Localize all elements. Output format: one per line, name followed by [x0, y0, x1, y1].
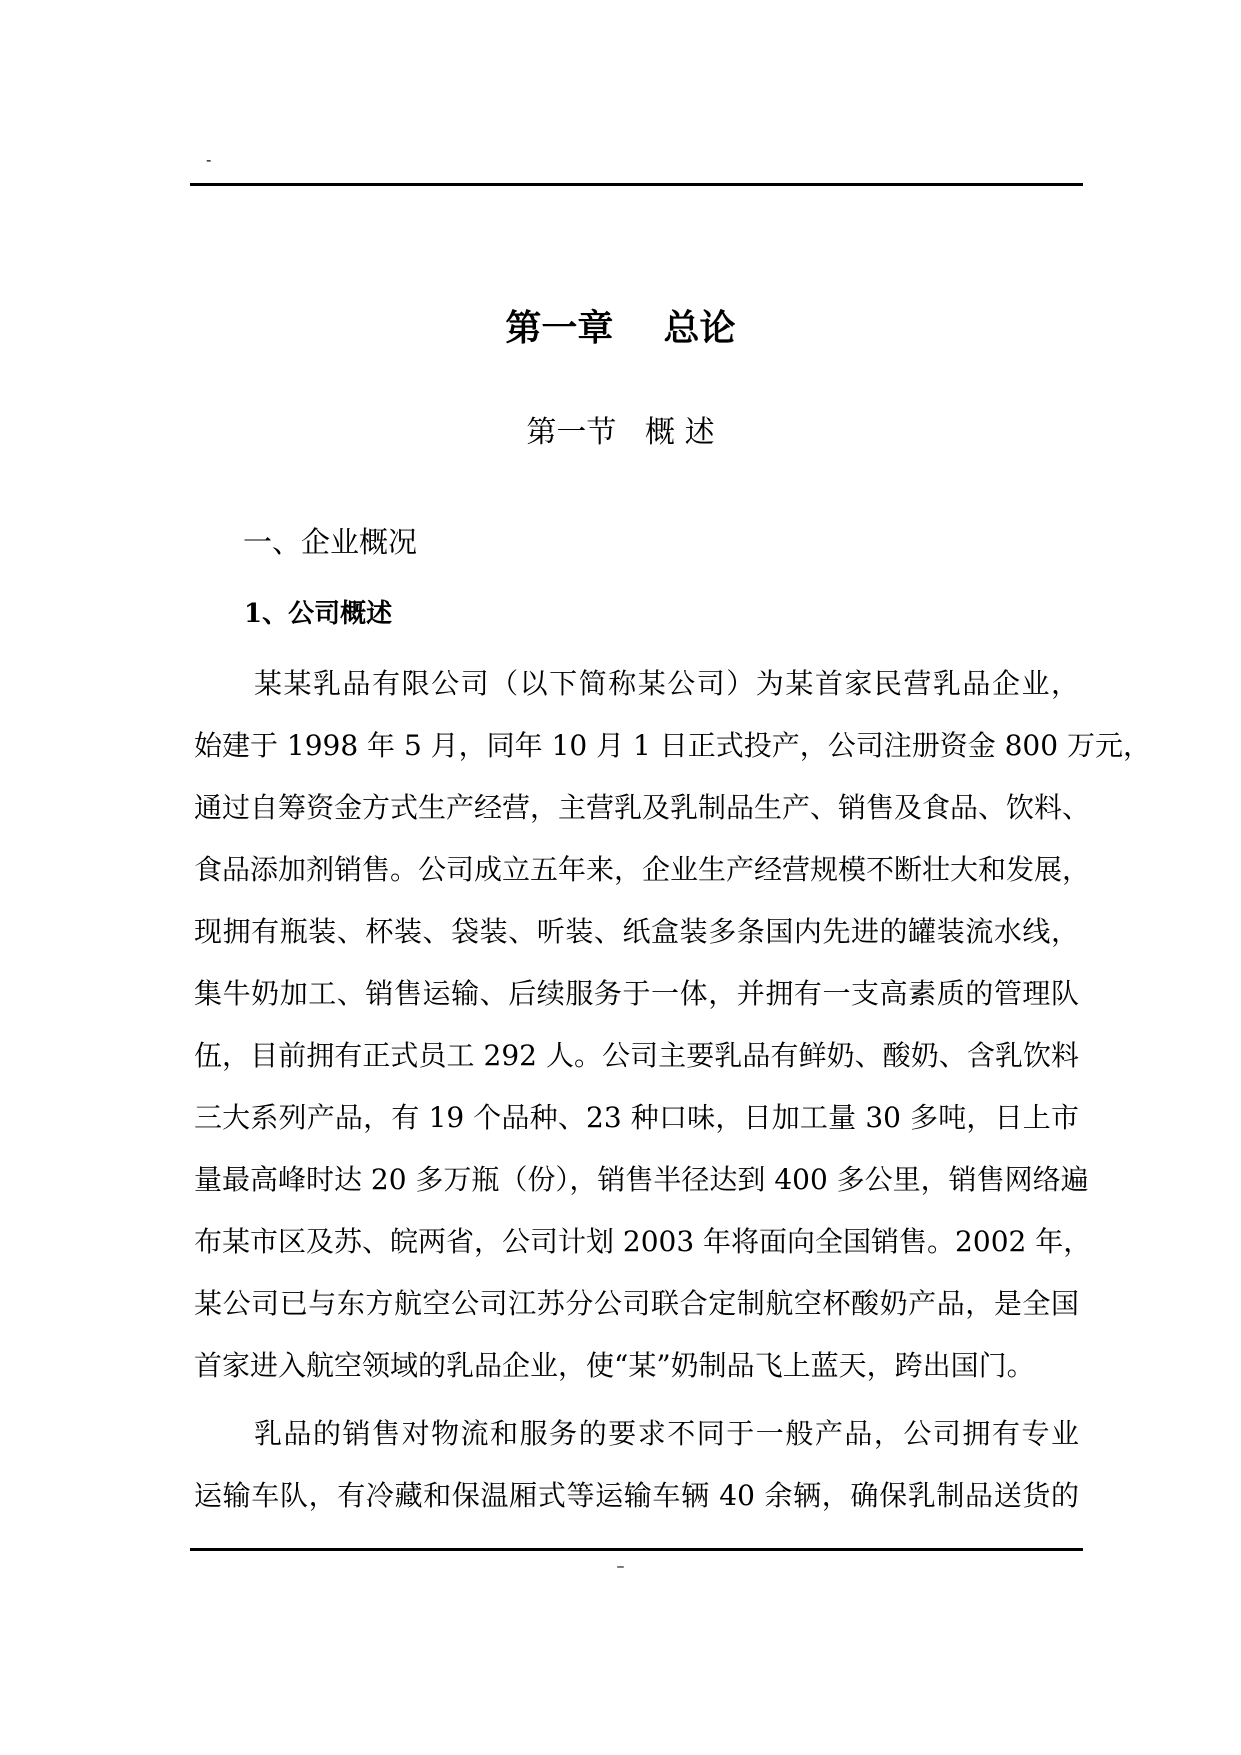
- paragraph-line: 伍，目前拥有正式员工 292 人。公司主要乳品有鲜奶、酸奶、含乳饮料: [194, 1039, 1079, 1072]
- paragraph-1: [194, 653, 1151, 1397]
- footer-rule: [190, 1548, 1083, 1551]
- heading-company-overview: 一、企业概况: [243, 525, 418, 559]
- paragraph-line: 运输车队，有冷藏和保温厢式等运输车辆 40 余辆，确保乳制品送货的: [194, 1479, 1079, 1512]
- paragraph-2: [194, 1403, 1079, 1527]
- paragraph-line: 首家进入航空领域的乳品企业，使“某”奶制品飞上蓝天，跨出国门。: [194, 1349, 1035, 1382]
- paragraph-line: 量最高峰时达 20 多万瓶（份），销售半径达到 400 多公里，销售网络遍: [194, 1163, 1089, 1196]
- header-marker: -: [206, 150, 212, 169]
- paragraph-line: 通过自筹资金方式生产经营，主营乳及乳制品生产、销售及食品、饮料、: [194, 791, 1091, 824]
- paragraph-line: 集牛奶加工、销售运输、后续服务于一体，并拥有一支高素质的管理队: [194, 977, 1079, 1010]
- paragraph-line: 乳品的销售对物流和服务的要求不同于一般产品，公司拥有专业: [254, 1417, 1079, 1450]
- paragraph-line: 某某乳品有限公司（以下简称某公司）为某首家民营乳品企业，: [254, 667, 1079, 700]
- paragraph-line: 三大系列产品，有 19 个品种、23 种口味，日加工量 30 多吨，日上市: [194, 1101, 1079, 1134]
- paragraph-line: 某公司已与东方航空公司江苏分公司联合定制航空杯酸奶产品，是全国: [194, 1287, 1079, 1320]
- paragraph-line: 食品添加剂销售。公司成立五年来，企业生产经营规模不断壮大和发展，: [194, 853, 1091, 886]
- header-rule: [190, 183, 1083, 186]
- section-title: 第一节 概 述: [526, 415, 715, 450]
- paragraph-line: 始建于 1998 年 5 月，同年 10 月 1 日正式投产，公司注册资金 800 万元，: [194, 729, 1151, 762]
- chapter-title: 第一章 总论: [505, 307, 736, 349]
- paragraph-line: 现拥有瓶装、杯装、袋装、听装、纸盒装多条国内先进的罐装流水线，: [194, 915, 1079, 948]
- subheading-company-summary: 1、公司概述: [244, 599, 393, 629]
- page-number: –: [616, 1556, 625, 1575]
- paragraph-line: 布某市区及苏、皖两省，公司计划 2003 年将面向全国销售。2002 年，: [194, 1225, 1092, 1258]
